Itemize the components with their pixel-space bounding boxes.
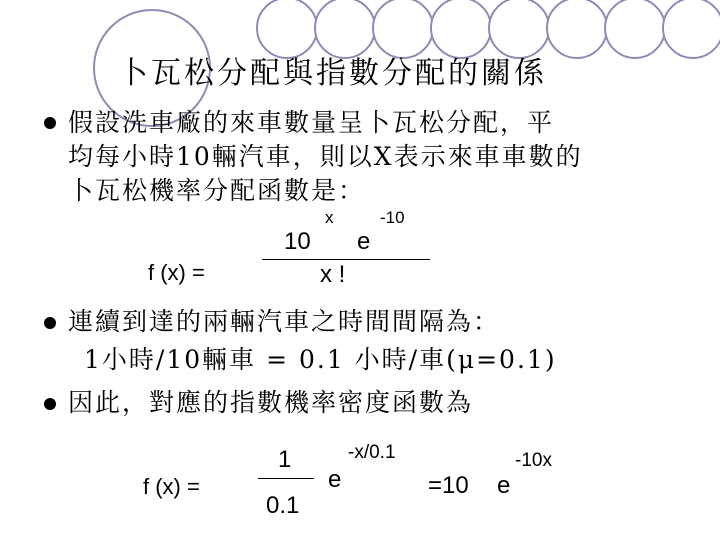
slide-title: 卜瓦松分配與指數分配的關係	[118, 56, 547, 91]
formula-2-equals: =10	[428, 472, 469, 499]
formula-2-denominator: 0.1	[266, 492, 300, 519]
interval-text: 1小時/10輛車 = 0.1 小時/車(μ=0.1)	[84, 345, 557, 374]
bullet-3-line-1: 因此，對應的指數機率密度函數為	[68, 388, 474, 417]
bullet-1-line-1: 假設洗車廠的來車數量呈卜瓦松分配，平	[68, 108, 555, 137]
formula-1-e: e	[357, 228, 371, 255]
ring-shape	[605, 0, 665, 58]
formula-2-e2-exponent: -10x	[515, 450, 552, 471]
formula-2-numerator: 1	[278, 446, 292, 473]
formula-1-fraction-bar	[262, 259, 430, 260]
bullet-dot-3	[44, 398, 56, 410]
ring-shape	[547, 0, 607, 58]
formula-1-lhs: f (x) =	[148, 260, 205, 285]
ring-shape	[663, 0, 720, 58]
formula-2-e2: e	[497, 472, 511, 499]
formula-1-e-exponent: -10	[380, 208, 405, 227]
formula-2-e-exponent: -x/0.1	[348, 442, 396, 463]
bullet-dot-1	[44, 117, 56, 129]
bullet-1-line-2: 均每小時10輛汽車，則以X表示來車車數的	[68, 142, 583, 171]
bullet-1-line-3: 卜瓦松機率分配函數是：	[68, 176, 366, 205]
bullet-2-line-1: 連續到達的兩輛汽車之時間間隔為：	[68, 307, 501, 336]
formula-1-numerator-base: 10	[284, 228, 311, 255]
formula-2-fraction-bar	[258, 478, 314, 479]
formula-2-e: e	[328, 466, 342, 493]
formula-1-denominator: x !	[320, 261, 346, 288]
formula-2-lhs: f (x) =	[143, 474, 200, 499]
formula-1-numerator-exponent: x	[325, 208, 334, 227]
bullet-dot-2	[44, 317, 56, 329]
